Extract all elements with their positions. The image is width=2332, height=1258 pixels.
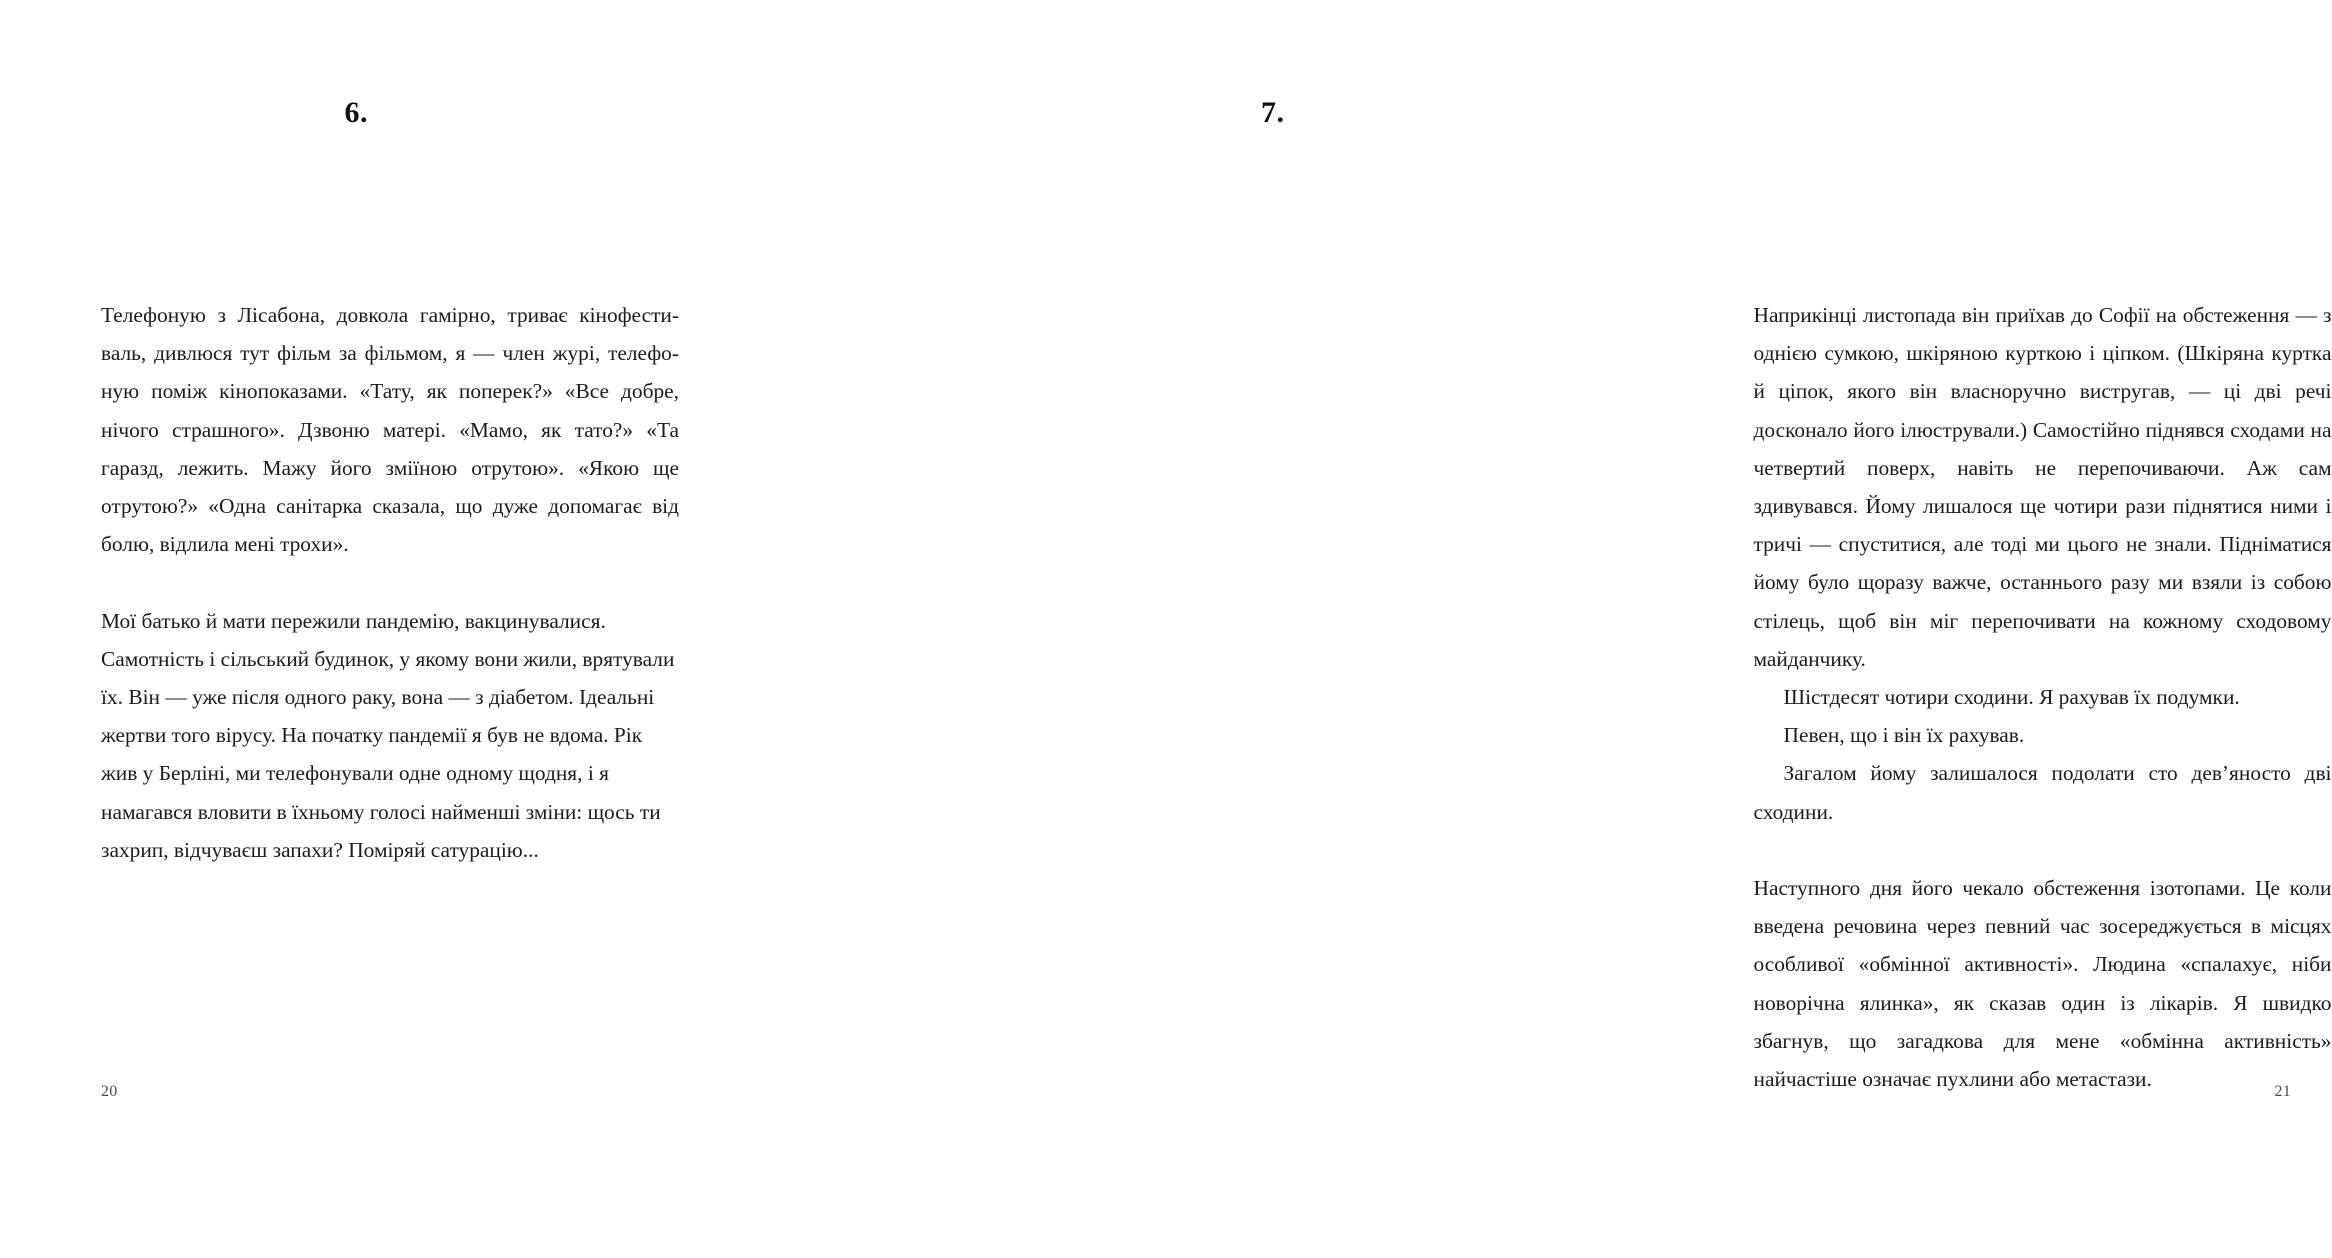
page-gutter: [856, 0, 857, 1258]
paragraph: Телефоную з Лісабона, довкола гамірно, триває кінофестиваль, дивлюся тут фільм за фільмом, я — член журі, телефоную поміж кінопоказами. «Тату, як поперек?» «Все добре, нічого страшного». Дзвоню матері. «Мамо, як тато?» «Та гаразд, лежить. Мажу його зміїною отрутою». «Якою ще отрутою?» «Одна санітарка сказала, що дуже допомагає від болю, відлила мені трохи».: [101, 303, 679, 557]
paragraph: Загалом йому залишалося подолати сто дев’яносто дві сходини.: [1753, 761, 2332, 824]
page-left: [0, 0, 857, 1258]
paragraph: Наступного дня його чекало обстеження ізотопами. Це коли введена речовина через певний час зосереджується в місцях особливої «обмінної активності». Людина «спалахує, ніби новорічна ялинка», як сказав один із лікарів. Я швидко збагнув, що загадкова для мене «обмінна активність» найчастіше означає пухлини або метастази.: [1753, 876, 2332, 1092]
body-text-left: [101, 296, 679, 869]
paragraph: Шістдесят чотири сходини. Я рахував їх подумки.: [1783, 685, 2240, 710]
page-number-left: 20: [101, 1083, 118, 1100]
page-number-right: 21: [2274, 1083, 2292, 1100]
body-text-right: [1754, 296, 2332, 1098]
paragraph: Певен, що і він їх рахував.: [1783, 723, 2025, 748]
section-number-left: 6.: [344, 96, 368, 129]
paragraph: Наприкінці листопада він приїхав до Софії на обстеження — з однією сумкою, шкіряною курткою і ціпком. (Шкіряна куртка й ціпок, якого він власноручно вистругав, — ці дві речі досконало його ілюстрували.) Самостійно піднявся сходами на четвертий поверх, навіть не перепочиваючи. Аж сам здивувався. Йому лишалося ще чотири рази піднятися ними і тричі — спуститися, але тоді ми цього не знали. Підніматися йому було щоразу важче, останнього разу ми взяли із собою стілець, щоб він міг перепочивати на кожному сходовому майданчику.: [1753, 303, 2332, 671]
page-right: [857, 0, 2332, 1258]
section-number-right: 7.: [1261, 96, 1285, 129]
paragraph: Мої батько й мати пережили пандемію, вакцинувалися. Самотність і сільський будинок, у якому вони жили, врятували їх. Він — уже після одного раку, вона — з діабетом. Ідеальні жертви того вірусу. На початку пандемії я був не вдома. Рік жив у Берліні, ми телефонували одне одному щодня, і я намагався вловити в їхньому голосі найменші зміни: щось ти захрип, відчуваєш запахи? Поміряй сатурацію...: [101, 608, 675, 862]
